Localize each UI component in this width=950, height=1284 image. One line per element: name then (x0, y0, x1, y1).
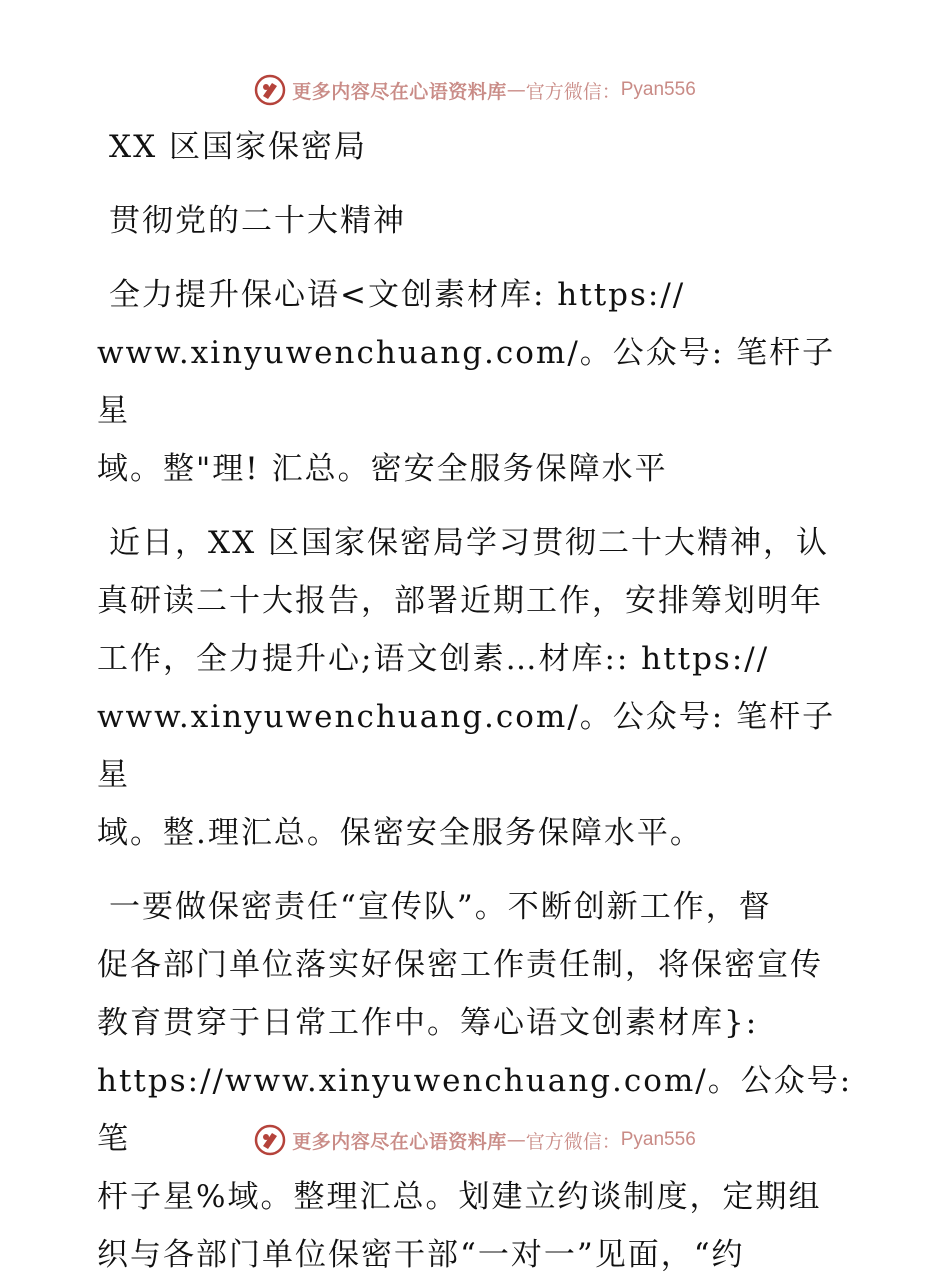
banner-dash: — (506, 1129, 526, 1151)
logo-icon (254, 74, 286, 106)
banner-slogan: 更多内容尽在心语资料库 (292, 1130, 507, 1153)
banner-wechat-label: 官方微信： (525, 80, 621, 103)
heading-line-2: www.xinyuwenchuang.com/。公众号: 笔杆子星 (97, 335, 836, 429)
para1-line-5: 域。整.理汇总。保密安全服务保障水平。 (97, 815, 703, 851)
para2-line-3: 教育贯穿于日常工作中。筹心语文创素材库}: (97, 1005, 759, 1041)
banner-wechat-id: Pyan556 (620, 79, 696, 100)
heading-line-3: 域。整"理! 汇总。密安全服务保障水平 (97, 451, 668, 487)
banner-slogan: 更多内容尽在心语资料库 (292, 80, 507, 103)
para2-line-4: https://www.xinyuwenchuang.com/。公众号: 笔 (97, 1063, 853, 1157)
para2-line-2: 促各部门单位落实好保密工作责任制，将保密宣传 (97, 947, 823, 983)
banner-dash: — (506, 79, 526, 101)
logo-icon (254, 1124, 286, 1156)
para1-line-3: 工作，全力提升心;语文创素…材库:: https:// (97, 641, 770, 677)
banner-wechat-id: Pyan556 (620, 1129, 696, 1150)
footer-watermark-banner (0, 1120, 950, 1160)
para1-line-1: 近日，XX 区国家保密局学习贯彻二十大精神，认 (109, 525, 829, 561)
para1-line-4: www.xinyuwenchuang.com/。公众号: 笔杆子星 (97, 699, 836, 793)
header-watermark-banner (0, 70, 950, 110)
banner-wechat-label: 官方微信： (525, 1130, 621, 1153)
para2-line-1: 一要做保密责任“宣传队”。不断创新工作，督 (109, 889, 772, 925)
document-body (97, 118, 857, 1284)
para1-line-2: 真研读二十大报告，部署近期工作，安排筹划明年 (97, 583, 823, 619)
doc-title-line-2: 贯彻党的二十大精神 (109, 203, 406, 239)
heading-line-1: 全力提升保心语<文创素材库: https:// (109, 277, 686, 313)
doc-title-line-1: XX 区国家保密局 (109, 129, 367, 165)
para2-line-6: 织与各部门单位保密干部“一对一”见面，“约 (97, 1237, 745, 1273)
para2-line-5: 杆子星%域。整理汇总。划建立约谈制度，定期组 (97, 1179, 822, 1215)
